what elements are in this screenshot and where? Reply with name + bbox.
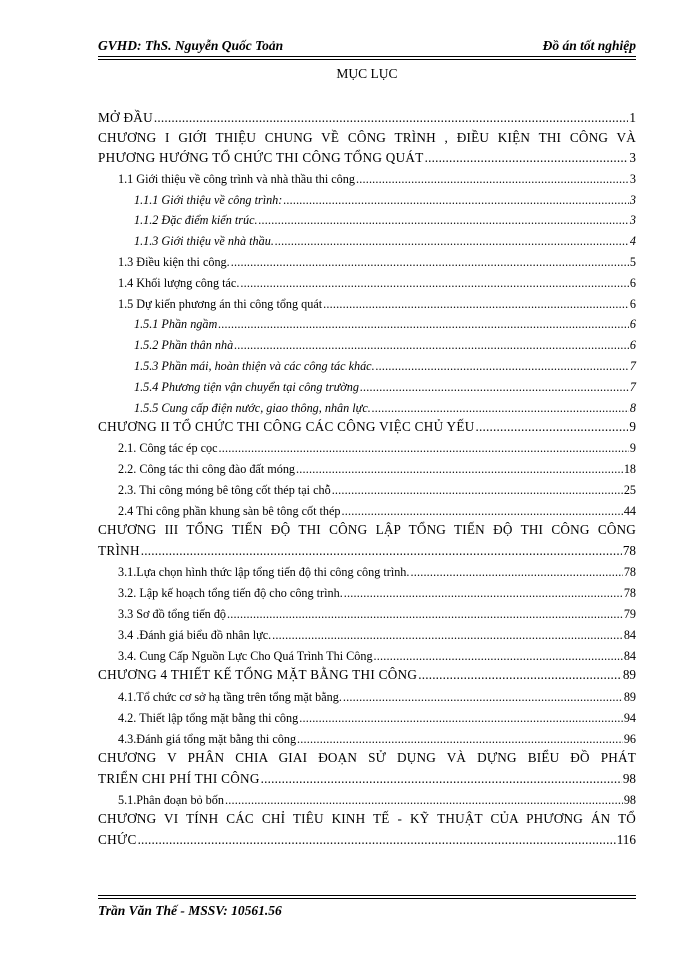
toc-entry-page: 79 xyxy=(623,607,636,621)
toc-entry-1-5[interactable] xyxy=(98,294,636,314)
toc-entry-page: 78 xyxy=(622,543,636,558)
toc-entry-page: 3 xyxy=(629,213,636,227)
toc-entry-page: 3 xyxy=(629,150,636,165)
toc-chapter-3-line-2[interactable] xyxy=(98,541,636,561)
toc-entry-title: 4.1.Tổ chức cơ sở hạ tầng trên tổng mặt bằng. xyxy=(118,690,342,704)
toc-entry-title: CHƯƠNG 4 THIẾT KẾ TỔNG MẶT BẰNG THI CÔNG xyxy=(98,667,418,682)
toc-entry-title: 1.5.3 Phần mái, hoàn thiện và các công tác khác. xyxy=(134,359,375,373)
toc-entry-title: MỞ ĐẦU xyxy=(98,110,153,125)
toc-entry-title: 2.3. Thi công móng bê tông cốt thép tại chỗ xyxy=(118,483,331,497)
toc-chapter-3-line-1[interactable]: CHƯƠNG III TỔNG TIẾN ĐỘ THI CÔNG LẬP TỔNG TIẾN ĐỘ THI CÔNG CÔNG xyxy=(98,522,636,537)
toc-entry-title: 1.1.1 Giới thiệu về công trình: xyxy=(134,193,283,207)
toc-entry-title: 4.3.Đánh giá tổng mặt bằng thi công xyxy=(118,732,297,746)
toc-entry-title: PHƯƠNG HƯỚNG TỔ CHỨC THI CÔNG TỔNG QUÁT xyxy=(98,150,424,165)
toc-entry-page: 6 xyxy=(629,338,636,352)
footer-rule-second xyxy=(98,898,636,899)
toc-entry-page: 8 xyxy=(629,401,636,415)
toc-entry-title: 3.4. Cung Cấp Nguồn Lực Cho Quá Trình Thi Công xyxy=(118,649,373,663)
toc-entry-title: 3.4 .Đánh giá biểu đồ nhân lực. xyxy=(118,628,272,642)
toc-entry-title: 1.3 Điều kiện thi công. xyxy=(118,255,230,269)
toc-entry-1-1[interactable] xyxy=(98,169,636,189)
toc-entry-page: 98 xyxy=(622,771,636,786)
toc-entry-title: CHỨC xyxy=(98,832,137,847)
toc-entry-mo-dau[interactable] xyxy=(98,108,636,128)
toc-entry-title: 2.1. Công tác ép cọc xyxy=(118,441,218,455)
toc-entry-page: 44 xyxy=(623,504,636,518)
toc-entry-title: 2.2. Công tác thi công đào đất móng xyxy=(118,462,296,476)
toc-chapter-5-line-2[interactable] xyxy=(98,769,636,789)
toc-entry-1-5-5[interactable] xyxy=(98,398,636,418)
toc-entry-title: 3.2. Lập kế hoạch tổng tiến độ cho công trình. xyxy=(118,586,343,600)
toc-entry-page: 96 xyxy=(623,732,636,746)
toc-chapter-5-line-1[interactable]: CHƯƠNG V PHÂN CHIA GIAI ĐOẠN SỬ DỤNG VÀ DỰNG BIỂU ĐỒ PHÁT xyxy=(98,750,636,765)
header-document-type: Đồ án tốt nghiệp xyxy=(542,38,636,53)
toc-entry-3-2[interactable] xyxy=(98,583,636,603)
toc-title: MỤC LỤC xyxy=(336,66,398,81)
toc-entry-1-5-1[interactable] xyxy=(98,314,636,334)
page-footer-author: Trần Văn Thế - MSSV: 10561.56 xyxy=(98,903,282,918)
toc-entry-3-1[interactable] xyxy=(98,562,636,582)
toc-entry-title: CHƯƠNG II TỔ CHỨC THI CÔNG CÁC CÔNG VIỆC CHỦ YẾU xyxy=(98,419,475,434)
toc-entry-page: 7 xyxy=(629,380,636,394)
toc-entry-page: 84 xyxy=(623,628,636,642)
toc-entry-1-3[interactable] xyxy=(98,252,636,272)
toc-entry-title: 2.4 Thi công phần khung sàn bê tông cốt thép xyxy=(118,504,341,518)
toc-entry-page: 98 xyxy=(623,793,636,807)
toc-entry-2-2[interactable] xyxy=(98,459,636,479)
toc-entry-page: 25 xyxy=(623,483,636,497)
toc-entry-3-3[interactable] xyxy=(98,604,636,624)
toc-chapter-6-line-2[interactable] xyxy=(98,830,636,850)
toc-entry-1-5-3[interactable] xyxy=(98,356,636,376)
toc-entry-title: 3.1.Lựa chọn hình thức lập tổng tiến độ thi công công trình. xyxy=(118,565,410,579)
toc-entry-page: 9 xyxy=(629,441,636,455)
toc-entry-1-5-2[interactable] xyxy=(98,335,636,355)
toc-entry-page: 6 xyxy=(629,297,636,311)
toc-entry-1-1-2[interactable] xyxy=(98,210,636,230)
footer-rule xyxy=(98,895,636,896)
toc-chapter-1-line-2[interactable] xyxy=(98,148,636,168)
toc-entry-page: 6 xyxy=(629,317,636,331)
toc-entry-title: 1.1.3 Giới thiệu về nhà thầu. xyxy=(134,234,274,248)
toc-entry-title: 5.1.Phân đoạn bỏ bốn xyxy=(118,793,224,807)
toc-entry-title: 1.5.4 Phương tiện vận chuyển tại công trường xyxy=(134,380,359,394)
toc-entry-1-1-3[interactable] xyxy=(98,231,636,251)
toc-entry-4-3[interactable] xyxy=(98,729,636,749)
header-rule xyxy=(98,56,636,57)
toc-entry-title: 1.1 Giới thiệu về công trình và nhà thầu thi công xyxy=(118,172,355,186)
toc-entry-page: 18 xyxy=(623,462,636,476)
toc-entry-page: 3 xyxy=(629,172,636,186)
toc-entry-2-3[interactable] xyxy=(98,480,636,500)
toc-entry-title: 1.5.5 Cung cấp điện nước, giao thông, nhân lực. xyxy=(134,401,371,415)
toc-chapter-2[interactable] xyxy=(98,417,636,437)
toc-entry-3-4a[interactable] xyxy=(98,625,636,645)
toc-entry-2-1[interactable] xyxy=(98,438,636,458)
toc-entry-page: 116 xyxy=(616,832,636,847)
toc-chapter-4[interactable] xyxy=(98,665,636,685)
toc-entry-page: 9 xyxy=(629,419,636,434)
toc-entry-page: 78 xyxy=(623,565,636,579)
toc-entry-1-5-4[interactable] xyxy=(98,377,636,397)
toc-entry-4-2[interactable] xyxy=(98,708,636,728)
toc-entry-page: 4 xyxy=(629,234,636,248)
toc-entry-title: 1.5.2 Phần thân nhà xyxy=(134,338,234,352)
toc-entry-1-4[interactable] xyxy=(98,273,636,293)
toc-entry-page: 89 xyxy=(623,690,636,704)
header-supervisor: GVHD: ThS. Nguyễn Quốc Toản xyxy=(98,38,284,53)
toc-entry-page: 1 xyxy=(629,110,636,125)
toc-entry-title: 3.3 Sơ đồ tổng tiến độ xyxy=(118,607,227,621)
toc-entry-page: 5 xyxy=(629,255,636,269)
toc-entry-page: 94 xyxy=(623,711,636,725)
toc-entry-title: TRÌNH xyxy=(98,543,140,558)
toc-entry-title: 1.4 Khối lượng công tác. xyxy=(118,276,240,290)
toc-entry-title: 1.1.2 Đặc điểm kiến trúc. xyxy=(134,213,258,227)
toc-entry-3-4b[interactable] xyxy=(98,646,636,666)
toc-entry-title: TRIỂN CHI PHÍ THI CÔNG xyxy=(98,771,260,786)
toc-entry-title: 1.5.1 Phần ngầm xyxy=(134,317,218,331)
toc-entry-title: 4.2. Thiết lập tổng mặt bằng thi công xyxy=(118,711,299,725)
toc-entry-page: 89 xyxy=(622,667,636,682)
toc-chapter-1-line-1[interactable]: CHƯƠNG I GIỚI THIỆU CHUNG VỀ CÔNG TRÌNH , ĐIỀU KIỆN THI CÔNG VÀ xyxy=(98,130,636,145)
toc-entry-5-1[interactable] xyxy=(98,790,636,810)
toc-entry-page: 78 xyxy=(623,586,636,600)
toc-entry-page: 84 xyxy=(623,649,636,663)
header-rule-second xyxy=(98,59,636,60)
toc-entry-page: 3 xyxy=(629,193,636,207)
toc-entry-1-1-1[interactable] xyxy=(98,190,636,210)
toc-entry-4-1[interactable] xyxy=(98,687,636,707)
toc-entry-page: 6 xyxy=(629,276,636,290)
toc-entry-title: 1.5 Dự kiến phương án thi công tổng quát xyxy=(118,297,323,311)
toc-entry-2-4[interactable] xyxy=(98,501,636,521)
toc-entry-page: 7 xyxy=(629,359,636,373)
toc-chapter-6-line-1[interactable]: CHƯƠNG VI TÍNH CÁC CHỈ TIÊU KINH TẾ - KỸ THUẬT CỦA PHƯƠNG ÁN TỔ xyxy=(98,811,636,826)
